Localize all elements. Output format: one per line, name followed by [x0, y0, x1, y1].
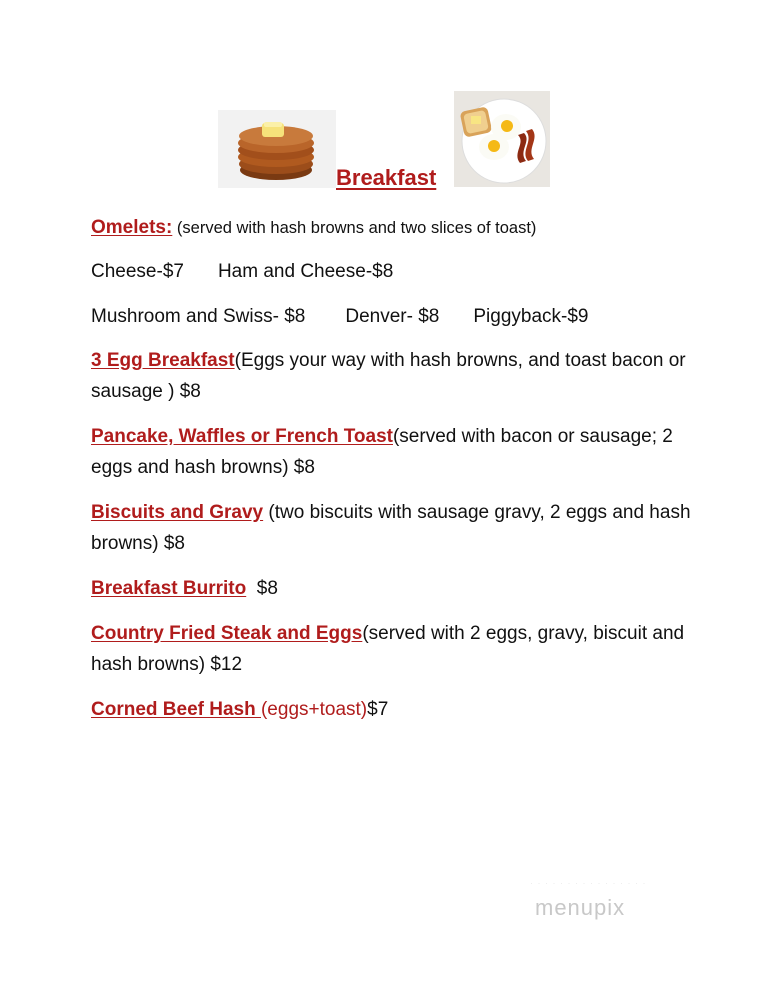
- menu-item-biscuits: [91, 497, 691, 559]
- omelets-note: (served with hash browns and two slices of toast): [172, 219, 537, 237]
- omelets-row-1: [91, 256, 691, 287]
- item-desc: (served with bacon or sausage; 2 eggs and hash browns) $8: [91, 426, 673, 478]
- item-name: Corned Beef Hash: [91, 699, 261, 720]
- item-desc: (served with 2 eggs, gravy, biscuit and hash browns) $12: [91, 623, 685, 675]
- menu-item-3-egg-breakfast: [91, 345, 691, 407]
- omelets-heading: Omelets:: [91, 217, 173, 238]
- menupix-watermark: menupix: [535, 895, 626, 920]
- menu-item-pancake: [91, 421, 691, 483]
- menu-option: Denver- $8: [345, 306, 440, 327]
- menu-option: Cheese-$7: [91, 261, 184, 282]
- menu-content: [91, 212, 691, 725]
- item-note: (eggs+toast): [260, 699, 368, 720]
- item-price: $7: [367, 699, 389, 720]
- item-desc: (Eggs your way with hash browns, and toast bacon or sausage ) $8: [91, 350, 686, 402]
- menu-item-corned-beef-hash: [91, 694, 691, 725]
- menu-item-country-fried-steak: [91, 618, 691, 680]
- item-desc: $8: [246, 578, 278, 599]
- pancake-stack-image: [218, 110, 336, 188]
- menu-option: Mushroom and Swiss- $8: [91, 306, 306, 327]
- eggs-bacon-plate-image: [454, 91, 550, 187]
- item-name: Biscuits and Gravy: [91, 502, 264, 523]
- omelets-row-2: [91, 301, 691, 332]
- item-name: 3 Egg Breakfast: [91, 350, 235, 371]
- menu-option: Piggyback-$9: [473, 306, 589, 327]
- item-name: Pancake, Waffles or French Toast: [91, 426, 393, 447]
- watermark-decoration: · · · · · · · · · · · · · · · ·: [530, 878, 647, 888]
- page-title: Breakfast: [336, 165, 437, 190]
- menu-option: Ham and Cheese-$8: [217, 261, 394, 282]
- item-desc: (two biscuits with sausage gravy, 2 eggs and hash browns) $8: [91, 502, 691, 554]
- item-name: Breakfast Burrito: [91, 578, 247, 599]
- menu-item-burrito: [91, 573, 691, 604]
- omelets-section: [91, 212, 691, 244]
- item-name: Country Fried Steak and Eggs: [91, 623, 363, 644]
